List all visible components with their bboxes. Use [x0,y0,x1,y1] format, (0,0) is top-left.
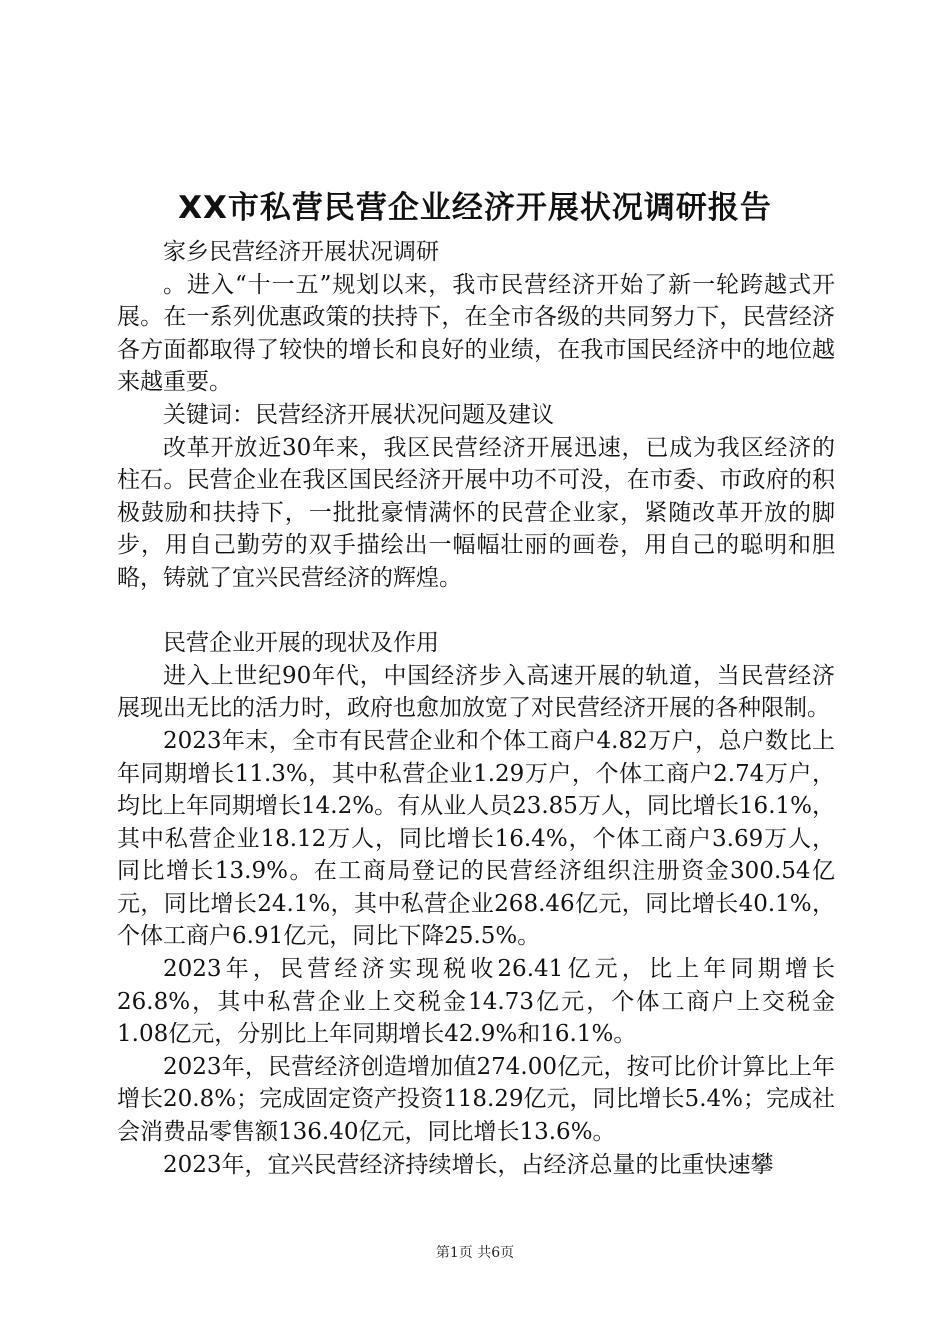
document-body [117,236,835,1181]
paragraph-growth: 2023年，宜兴民营经济持续增长，占经济总量的比重快速攀 [163,1151,774,1178]
paragraph-statistics: 2023年末，全市有民营企业和个体工商户4.82万户，总户数比上年同期增长11.3%，其中私营企业1.29万户，个体工商户2.74万户，均比上年同期增长14.2%。有从业人员23.85万人，同比增长16.1%，其中私营企业18.12万人，同比增长16.4%，个体工商户3.69万人，同比增长13.9%。在工商局登记的民营经济组织注册资金300.54亿元，同比增长24.1%，其中私营企业268.46亿元，同比增长40.1%，个体工商户6.91亿元，同比下降25.5%。 [117,727,835,950]
paragraph-intro: 。进入“十一五”规划以来，我市民营经济开始了新一轮跨越式开展。在一系列优惠政策的扶持下，在全市各级的共同努力下，民营经济各方面都取得了较快的增长和良好的业绩，在我市国民经济中的地位越来越重要。 [117,271,835,396]
document-title: XX市私营民营企业经济开展状况调研报告 [178,190,772,226]
paragraph-tax: 2023年，民营经济实现税收26.41亿元，比上年同期增长26.8%，其中私营企业上交税金14.73亿元，个体工商户上交税金1.08亿元，分别比上年同期增长42.9%和16.1%。 [117,956,835,1048]
page-number-footer: 第1页 共6页 [435,1245,515,1261]
section-heading: 民营企业开展的现状及作用 [163,630,439,657]
paragraph-subtitle: 家乡民营经济开展状况调研 [163,239,439,265]
paragraph-background: 改革开放近30年来，我区民营经济开展迅速，已成为我区经济的柱石。民营企业在我区国民经济开展中功不可没，在市委、市政府的积极鼓励和扶持下，一批批豪情满怀的民营企业家，紧随改革开放的脚步，用自己勤劳的双手描绘出一幅幅壮丽的画卷，用自己的聪明和胆略，铸就了宜兴民营经济的辉煌。 [117,434,835,591]
paragraph-keywords: 关键词：民营经济开展状况问题及建议 [163,401,554,428]
paragraph-added-value: 2023年，民营经济创造增加值274.00亿元，按可比价计算比上年增长20.8%；完成固定资产投资118.29亿元，同比增长5.4%；完成社会消费品零售额136.40亿元，同比增长13.6%。 [117,1053,835,1146]
paragraph-1990s: 进入上世纪90年代，中国经济步入高速开展的轨道，当民营经济展现出无比的活力时，政府也愈加放宽了对民营经济开展的各种限制。 [117,662,835,722]
